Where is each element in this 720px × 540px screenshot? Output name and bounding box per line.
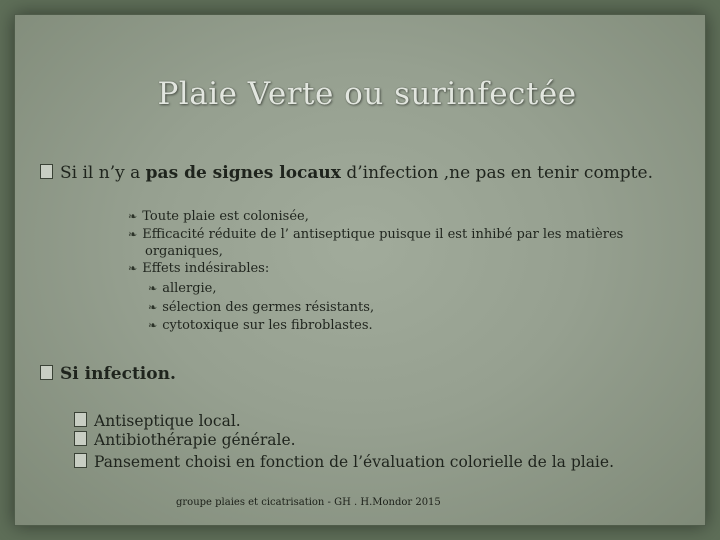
subitem-3 [128, 261, 269, 276]
subitem-1-text: Toute plaie est colonisée, [142, 209, 309, 224]
subitem-3-text: Effets indésirables: [142, 261, 270, 276]
diamond-bullet-icon: ❧ [148, 319, 158, 332]
subitem-2 [128, 227, 623, 242]
effect-2-text: sélection des germes résistants, [162, 300, 375, 315]
subitem-2-continuation [145, 244, 223, 259]
infection-item-2 [74, 431, 296, 449]
diamond-bullet-icon: ❧ [148, 282, 158, 295]
infection-item-3-text: Pansement choisi en fonction de l’évaluation colorielle de la plaie. [94, 453, 614, 471]
subitem-1 [128, 209, 309, 224]
diamond-bullet-icon: ❧ [128, 210, 138, 223]
square-bullet-icon [40, 164, 53, 179]
effect-1 [148, 281, 217, 296]
infection-item-3 [74, 453, 614, 471]
bullet-point-1 [40, 163, 653, 183]
point1-suffix: d’infection ,ne pas en tenir compte. [340, 163, 653, 183]
square-bullet-icon [74, 453, 87, 468]
square-bullet-icon [74, 431, 87, 446]
infection-item-2-text: Antibiothérapie générale. [94, 431, 296, 449]
diamond-bullet-icon: ❧ [128, 228, 138, 241]
bullet-point-2 [40, 364, 176, 384]
subitem-2-continuation-text: organiques, [145, 244, 223, 259]
slide-title: Plaie Verte ou surinfectée [157, 76, 577, 112]
diamond-bullet-icon: ❧ [128, 262, 138, 275]
square-bullet-icon [40, 365, 53, 380]
infection-item-1 [74, 412, 241, 430]
point2-label: Si infection. [60, 364, 176, 384]
effect-3-text: cytotoxique sur les fibroblastes. [162, 318, 373, 333]
effect-1-text: allergie, [162, 281, 217, 296]
effect-3 [148, 318, 373, 333]
effect-2 [148, 300, 374, 315]
subitem-2-text: Efficacité réduite de l’ antiseptique puisque il est inhibé par les matières [142, 227, 624, 242]
point1-bold: pas de signes locaux [145, 163, 341, 183]
square-bullet-icon [74, 412, 87, 427]
diamond-bullet-icon: ❧ [148, 301, 158, 314]
slide-footer: groupe plaies et cicatrisation - GH . H.Mondor 2015 [176, 497, 441, 508]
point1-prefix: Si il n’y a [60, 163, 146, 183]
infection-item-1-text: Antiseptique local. [94, 412, 241, 430]
